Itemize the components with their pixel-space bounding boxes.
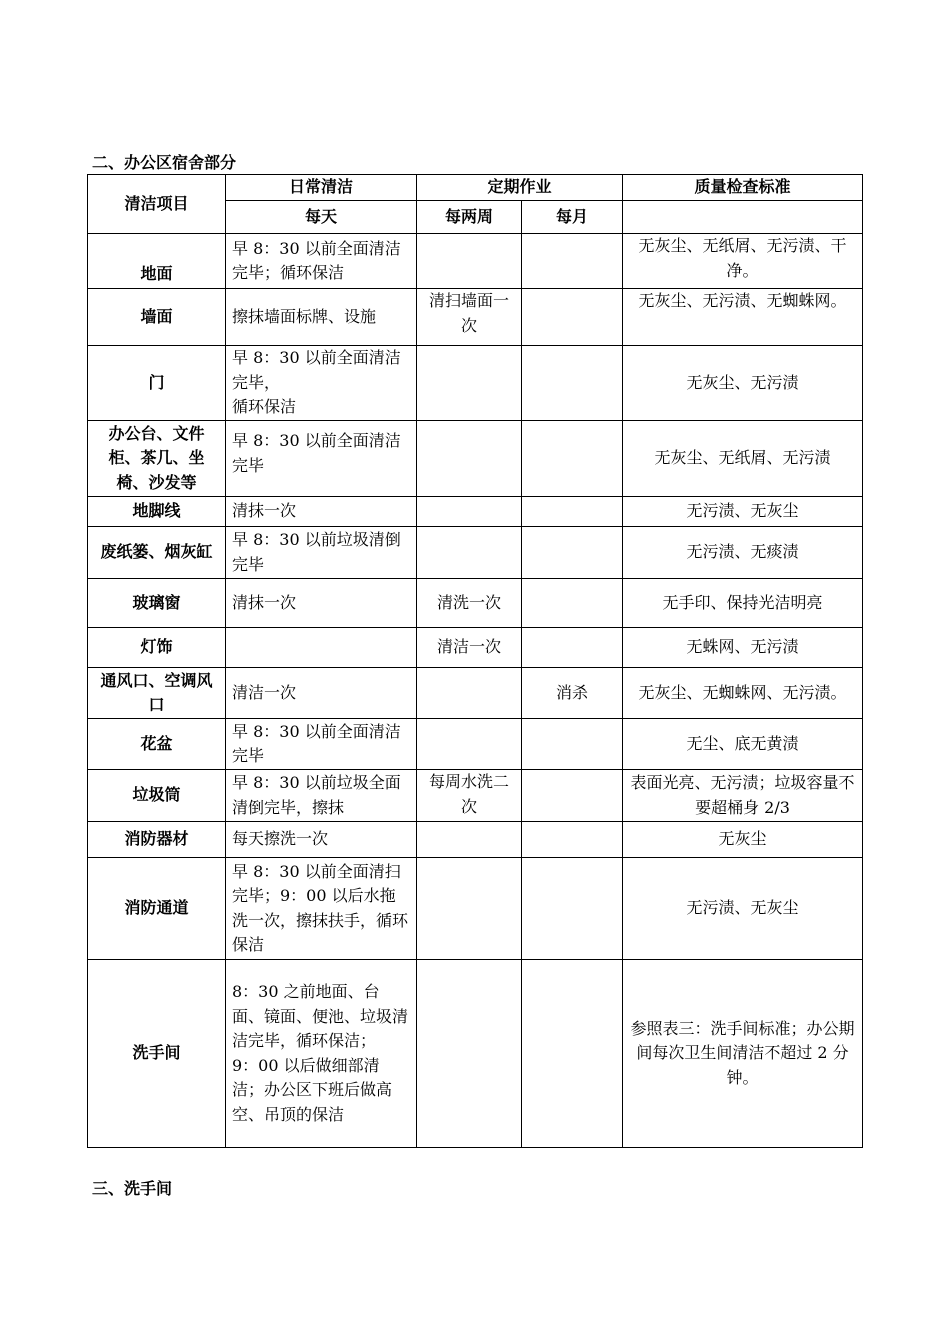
row-biweekly bbox=[417, 822, 522, 858]
row-biweekly bbox=[417, 421, 522, 497]
row-quality: 无污渍、无灰尘 bbox=[623, 858, 863, 960]
row-monthly bbox=[522, 421, 623, 497]
row-quality: 无灰尘、无纸屑、无污渍、干净。 bbox=[623, 234, 863, 289]
row-quality: 无污渍、无灰尘 bbox=[623, 497, 863, 527]
header-periodic: 定期作业 bbox=[417, 175, 623, 201]
table-row bbox=[88, 960, 863, 1148]
table-row bbox=[88, 579, 863, 628]
row-daily: 擦抹墙面标牌、设施 bbox=[226, 289, 417, 346]
header-daily: 日常清洁 bbox=[226, 175, 417, 201]
row-monthly bbox=[522, 579, 623, 628]
row-quality: 参照表三：洗手间标准；办公期间每次卫生间清洁不超过 2 分钟。 bbox=[623, 960, 863, 1148]
row-item: 地面 bbox=[88, 234, 226, 289]
header-quality: 质量检查标准 bbox=[623, 175, 863, 201]
row-biweekly: 每周水洗二次 bbox=[417, 770, 522, 822]
header-quality-blank bbox=[623, 201, 863, 234]
row-item: 通风口、空调风口 bbox=[88, 668, 226, 719]
row-monthly bbox=[522, 628, 623, 668]
row-monthly bbox=[522, 822, 623, 858]
table-row bbox=[88, 628, 863, 668]
table-row bbox=[88, 770, 863, 822]
row-item: 消防器材 bbox=[88, 822, 226, 858]
table-row bbox=[88, 668, 863, 719]
row-monthly bbox=[522, 770, 623, 822]
row-daily bbox=[226, 628, 417, 668]
table-row bbox=[88, 346, 863, 421]
header-every-two-weeks: 每两周 bbox=[417, 201, 522, 234]
row-daily: 早 8：30 以前全面清洁完毕 bbox=[226, 719, 417, 770]
row-daily: 早 8：30 以前垃圾清倒完毕 bbox=[226, 527, 417, 579]
row-biweekly bbox=[417, 497, 522, 527]
row-monthly bbox=[522, 719, 623, 770]
row-quality: 无手印、保持光洁明亮 bbox=[623, 579, 863, 628]
row-monthly bbox=[522, 527, 623, 579]
row-daily: 清抹一次 bbox=[226, 579, 417, 628]
table-row bbox=[88, 289, 863, 346]
section-title-restroom: 三、洗手间 bbox=[92, 1179, 173, 1198]
cleaning-standards-table bbox=[87, 174, 863, 1148]
row-monthly: 消杀 bbox=[522, 668, 623, 719]
row-item: 消防通道 bbox=[88, 858, 226, 960]
header-item: 清洁项目 bbox=[88, 175, 226, 234]
row-biweekly bbox=[417, 527, 522, 579]
section-title-office: 二、办公区宿舍部分 bbox=[92, 153, 237, 172]
row-item: 办公台、文件柜、茶几、坐椅、沙发等 bbox=[88, 421, 226, 497]
row-quality: 无灰尘、无污渍 bbox=[623, 346, 863, 421]
table-row bbox=[88, 234, 863, 289]
row-daily: 早 8：30 以前垃圾全面清倒完毕，擦抹 bbox=[226, 770, 417, 822]
row-quality: 表面光亮、无污渍；垃圾容量不要超桶身 2/3 bbox=[623, 770, 863, 822]
row-monthly bbox=[522, 234, 623, 289]
row-monthly bbox=[522, 858, 623, 960]
row-item: 门 bbox=[88, 346, 226, 421]
table-row bbox=[88, 421, 863, 497]
row-item: 垃圾筒 bbox=[88, 770, 226, 822]
row-quality: 无灰尘、无蜘蛛网、无污渍。 bbox=[623, 668, 863, 719]
row-biweekly bbox=[417, 858, 522, 960]
row-biweekly bbox=[417, 960, 522, 1148]
row-quality: 无蛛网、无污渍 bbox=[623, 628, 863, 668]
header-every-month: 每月 bbox=[522, 201, 623, 234]
row-daily: 早 8：30 以前全面清洁完毕， 循环保洁 bbox=[226, 346, 417, 421]
row-quality: 无灰尘 bbox=[623, 822, 863, 858]
row-item: 地脚线 bbox=[88, 497, 226, 527]
row-quality: 无灰尘、无污渍、无蜘蛛网。 bbox=[623, 289, 863, 346]
table-row bbox=[88, 719, 863, 770]
row-item: 墙面 bbox=[88, 289, 226, 346]
row-quality: 无尘、底无黄渍 bbox=[623, 719, 863, 770]
row-biweekly: 清洗一次 bbox=[417, 579, 522, 628]
table-row bbox=[88, 497, 863, 527]
row-biweekly: 清扫墙面一次 bbox=[417, 289, 522, 346]
row-item: 废纸篓、烟灰缸 bbox=[88, 527, 226, 579]
row-biweekly: 清洁一次 bbox=[417, 628, 522, 668]
row-daily: 清洁一次 bbox=[226, 668, 417, 719]
row-biweekly bbox=[417, 668, 522, 719]
table-row bbox=[88, 858, 863, 960]
row-daily: 早 8：30 以前全面清洁完毕 bbox=[226, 421, 417, 497]
row-daily: 早 8：30 以前全面清洁完毕；循环保洁 bbox=[226, 234, 417, 289]
row-daily: 清抹一次 bbox=[226, 497, 417, 527]
row-biweekly bbox=[417, 346, 522, 421]
row-item: 灯饰 bbox=[88, 628, 226, 668]
row-biweekly bbox=[417, 719, 522, 770]
row-monthly bbox=[522, 497, 623, 527]
row-monthly bbox=[522, 289, 623, 346]
row-quality: 无污渍、无痰渍 bbox=[623, 527, 863, 579]
row-daily: 8：30 之前地面、台面、镜面、便池、垃圾清洁完毕，循环保洁； 9：00 以后做细部清洁；办公区下班后做高空、吊顶的保洁 bbox=[226, 960, 417, 1148]
row-daily: 每天擦洗一次 bbox=[226, 822, 417, 858]
row-monthly bbox=[522, 346, 623, 421]
row-item: 花盆 bbox=[88, 719, 226, 770]
row-item: 洗手间 bbox=[88, 960, 226, 1148]
table-row bbox=[88, 527, 863, 579]
row-quality: 无灰尘、无纸屑、无污渍 bbox=[623, 421, 863, 497]
header-every-day: 每天 bbox=[226, 201, 417, 234]
row-biweekly bbox=[417, 234, 522, 289]
row-item: 玻璃窗 bbox=[88, 579, 226, 628]
row-daily: 早 8：30 以前全面清扫完毕；9：00 以后水拖洗一次，擦抹扶手，循环保洁 bbox=[226, 858, 417, 960]
table-row bbox=[88, 822, 863, 858]
row-monthly bbox=[522, 960, 623, 1148]
